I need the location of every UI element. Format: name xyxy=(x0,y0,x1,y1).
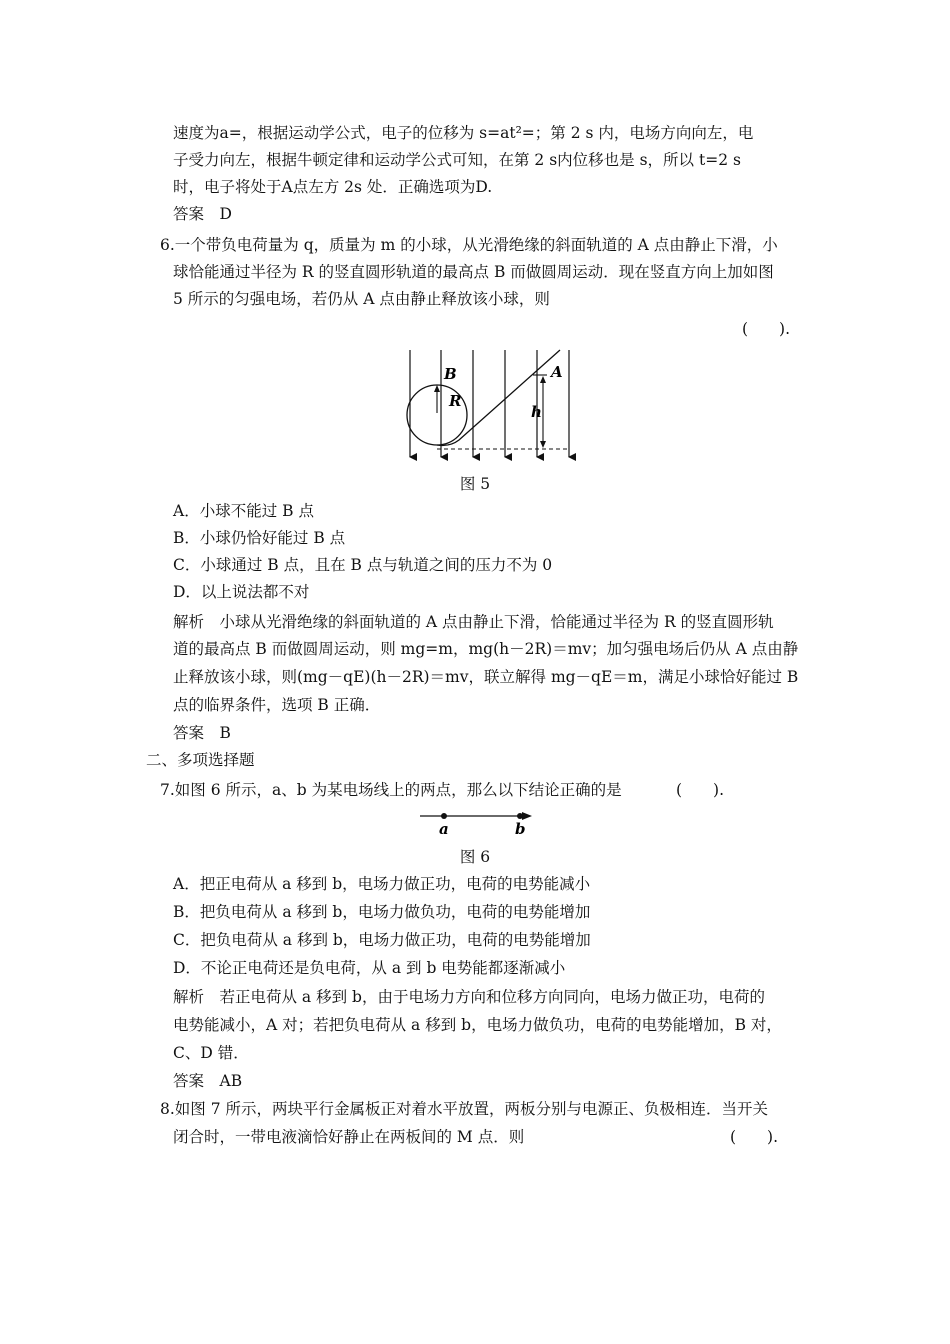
q8-line-1: 8.如图 7 所示，两块平行金属板正对着水平放置，两板分别与电源正、负极相连．当开关 xyxy=(160,1100,769,1118)
field-lines xyxy=(410,350,569,457)
figure-6-caption: 图 6 xyxy=(459,848,491,866)
q7-answer-bracket: ( ). xyxy=(676,781,725,799)
q7-analysis-1: 解析 若正电荷从 a 移到 b，由于电场力方向和位移方向同向，电场力做正功，电荷的 xyxy=(173,988,765,1006)
q7-option-a: A．把正电荷从 a 移到 b，电场力做正功，电荷的电势能减小 xyxy=(173,875,591,893)
q7-line-1: 7.如图 6 所示，a、b 为某电场线上的两点，那么以下结论正确的是 xyxy=(160,781,622,799)
figure-5-diagram xyxy=(395,345,585,470)
label-b: b xyxy=(515,820,526,838)
q7-answer: 答案 AB xyxy=(173,1072,243,1090)
q6-answer: 答案 B xyxy=(173,724,231,742)
q6-option-c: C．小球通过 B 点，且在 B 点与轨道之间的压力不为 0 xyxy=(173,556,553,574)
q6-analysis-2: 道的最高点 B 而做圆周运动，则 mg=m，mg(h－2R)＝mv；加匀强电场后仍从 A 点由静 xyxy=(173,640,799,658)
intro-line-2: 子受力向左，根据牛顿定律和运动学公式可知，在第 2 s内位移也是 s，所以 t=2 s xyxy=(173,151,741,169)
q7-option-d: D．不论正电荷还是负电荷，从 a 到 b 电势能都逐渐减小 xyxy=(173,959,566,977)
section-title: 二、多项选择题 xyxy=(146,751,255,769)
point-b-dot xyxy=(517,813,523,819)
q7-analysis-3: C、D 错． xyxy=(173,1044,249,1062)
q8-line-2: 闭合时，一带电液滴恰好静止在两板间的 M 点．则 xyxy=(173,1128,525,1146)
q6-line-2: 球恰能通过半径为 R 的竖直圆形轨道的最高点 B 而做圆周运动．现在竖直方向上加如图 xyxy=(173,263,774,281)
q7-option-c: C．把负电荷从 a 移到 b，电场力做正功，电荷的电势能增加 xyxy=(173,931,591,949)
figure-6-diagram xyxy=(418,808,538,838)
q6-analysis-1: 解析 小球从光滑绝缘的斜面轨道的 A 点由静止下滑，恰能通过半径为 R 的竖直圆形轨 xyxy=(173,613,774,631)
point-a-dot xyxy=(441,813,447,819)
label-B: B xyxy=(444,365,457,383)
intro-line-3: 时，电子将处于A点左方 2s 处．正确选项为D. xyxy=(173,178,493,196)
q6-line-3: 5 所示的匀强电场，若仍从 A 点由静止释放该小球，则 xyxy=(173,290,550,308)
label-A: A xyxy=(551,363,563,381)
q6-option-a: A．小球不能过 B 点 xyxy=(173,502,314,520)
label-a: a xyxy=(439,820,449,838)
q7-option-b: B．把负电荷从 a 移到 b，电场力做负功，电荷的电势能增加 xyxy=(173,903,591,921)
label-R: R xyxy=(449,392,462,410)
label-h: h xyxy=(531,403,542,421)
q7-analysis-2: 电势能减小，A 对；若把负电荷从 a 移到 b，电场力做负功，电荷的电势能增加，B 对， xyxy=(173,1016,782,1034)
q6-option-d: D．以上说法都不对 xyxy=(173,583,310,601)
q6-analysis-4: 点的临界条件，选项 B 正确． xyxy=(173,696,381,714)
q6-option-b: B．小球仍恰好能过 B 点 xyxy=(173,529,346,547)
intro-line-1: 速度为a=，根据运动学公式，电子的位移为 s=at²=；第 2 s 内，电场方向向左，电 xyxy=(173,124,754,142)
q6-line-1: 6.一个带负电荷量为 q，质量为 m 的小球，从光滑绝缘的斜面轨道的 A 点由静止下滑，小 xyxy=(160,236,778,254)
intro-answer: 答案 D xyxy=(173,205,232,223)
q8-answer-bracket: ( ). xyxy=(730,1128,779,1146)
q6-analysis-3: 止释放该小球，则(mg－qE)(h－2R)＝mv，联立解得 mg－qE＝m，满足小球恰好能过 B xyxy=(173,668,799,686)
figure-5-caption: 图 5 xyxy=(459,475,491,493)
q6-answer-bracket: ( ). xyxy=(742,320,791,338)
